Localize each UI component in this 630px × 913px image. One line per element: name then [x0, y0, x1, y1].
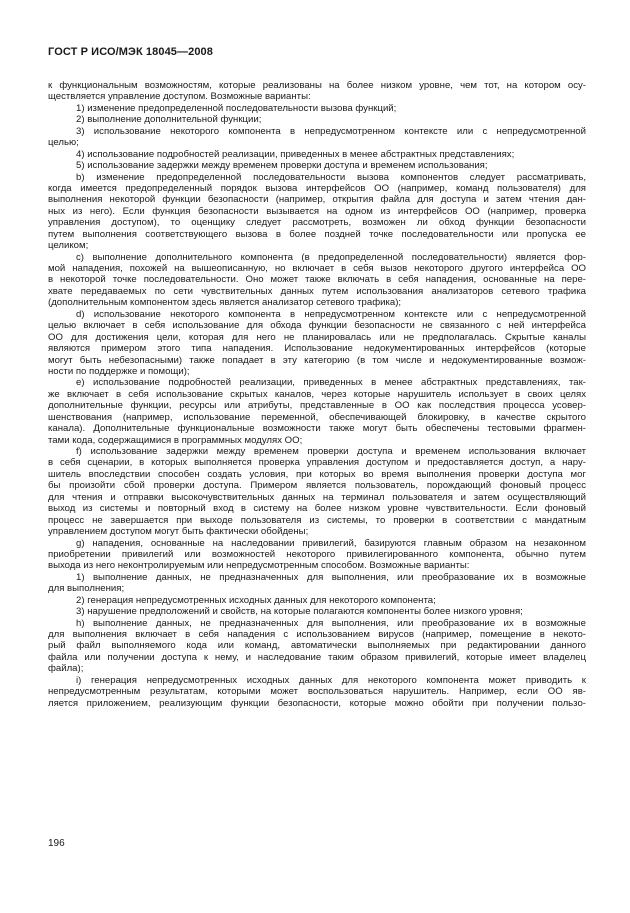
text-line: в себя сценарии, в которых выполняется проверка управления доступом и предоставляется доступ, а нару-	[48, 457, 586, 469]
text-line: дополнительные функции, ресурсы или атрибуты, представленные в ОО как последствия процесса усовер-	[48, 400, 586, 412]
text-line: приобретении привилегий или возможностей некоторого привилегированного компонента, обычно путем	[48, 548, 586, 560]
text-line: выполнения некоторой функции безопасности (например, открытия файла для доступа и затем чтения дан-	[48, 194, 586, 206]
text-line: целью;	[48, 137, 79, 149]
text-line: 4) использование подробностей реализации, приведенных в менее абстрактных представлениях;	[76, 148, 515, 160]
text-line: ности по поддержке и помощи);	[48, 365, 190, 377]
text-line: управлением доступом могут быть фактически обойдены;	[48, 526, 309, 538]
text-line: целью включает в себя использование для обхода функции безопасности не связанного с ней интерфейса	[48, 320, 586, 332]
text-line: для чтения и отправки высокочувствительных данных на терминал пользователя и затем осуществляющий	[48, 491, 586, 503]
text-line: 5) использование задержки между временем проверки доступа и временем использования;	[76, 160, 488, 172]
document-body	[48, 80, 586, 709]
text-line: рый файл выполняемого кода или команд, автоматически выполняемых при редактировании данного	[48, 640, 586, 652]
text-line: файла или получении доступа к нему, и наследование таким образом привилегий, которые имеет владелец	[48, 651, 586, 663]
text-line: 2) генерация непредусмотренных исходных данных для некоторого компонента;	[76, 594, 436, 606]
text-line: g) нападения, основанные на наследовании привилегий, базируются главным образом на незаконном	[76, 537, 586, 549]
text-line: тами кода, содержащимися в программных модулях ОО;	[48, 434, 303, 446]
text-line: выход из системы и повторный вход в систему на более низком уровне чувствительности. Если фоновый	[48, 503, 586, 515]
text-line: e) использование подробностей реализации, приведенных в менее абстрактных представлениях, так-	[76, 377, 586, 389]
text-line: файла);	[48, 663, 84, 675]
text-line: ляется приложением, реализующим функции безопасности, которые можно обойти при получении пользо-	[48, 697, 586, 709]
text-line: путем выполнения соответствующего вызова в более поздней точке последовательности или пропуска ее	[48, 228, 586, 240]
text-line: канала). Дополнительные функциональные возможности также могут быть обеспечены тестовыми фрагмен-	[48, 423, 586, 435]
text-line: для выполнения;	[48, 583, 125, 595]
text-line: для выполнения включает в себя нападения с использованием вирусов (например, помещение в некото-	[48, 629, 586, 640]
text-line: 1) изменение предопределенной последовательности вызова функций;	[76, 102, 397, 114]
text-line: f) использование задержки между временем проверки доступа и временем использования включает	[76, 446, 586, 457]
text-line: мой нападения, похожей на вышеописанную, но включает в себя вызов некоторого другого интерфейса ОО	[48, 263, 586, 274]
text-line: к функциональным возможностям, которые реализованы на более низком уровне, чем тот, на котором осу-	[48, 80, 586, 91]
text-line: ществляется управление доступом. Возможные варианты:	[48, 91, 311, 103]
text-line: являются примером этого типа нападения. Использование недокументированных интерфейсов (которые	[48, 343, 586, 355]
text-line: 1) выполнение данных, не предназначенных для выполнения, или преобразование их в возможные	[76, 571, 586, 583]
text-line: ных из него). Если функция безопасности вызывается на одном из интерфейсов ОО (например, проверка	[48, 205, 586, 217]
text-line: ОО для достижения цели, которая для него не планировалась или не предполагалась. Скрытые каналы	[48, 331, 586, 343]
text-line: 2) выполнение дополнительной функции;	[76, 114, 262, 126]
page-number: 196	[48, 838, 65, 849]
text-line: бы произойти сбой проверки доступа. Примером является пользователь, порождающий фоновый процесс	[48, 480, 586, 492]
text-line: i) генерация непредусмотренных исходных данных для некоторого компонента может приводить к	[76, 674, 586, 686]
text-line: шитель впоследствии способен создать условия, при которых во время выполнения проверки доступа мог	[48, 468, 586, 480]
text-line: шенствования (например, использование переменной, обеспечивающей блокировку, в качестве скрытого	[48, 411, 586, 423]
text-line: h) выполнение данных, не предназначенных для выполнения, или преобразование их в возможные	[76, 617, 586, 629]
text-line: целиком;	[48, 240, 89, 252]
text-line: в некоторой точке последовательности. Оно может также включать в себя нападения, основанные на пере-	[48, 274, 586, 286]
text-line: c) выполнение дополнительного компонента (в предопределенной последовательности) является фор-	[76, 251, 586, 263]
text-line: (дополнительным компонентом здесь является анализатор сетевого трафика);	[48, 297, 402, 309]
text-line: когда имеется предопределенный порядок вызова интерфейсов ОО (например, команд пользователя) для	[48, 182, 586, 194]
text-line: 3) использование некоторого компонента в непредусмотренном контексте или с непредусмотренной	[76, 125, 586, 137]
text-line: процесс не завершается при выходе пользователя из системы, то проверки в соответствии с мандатным	[48, 514, 586, 526]
text-line: выхода из него неконтролируемым или непредусмотренным способом. Возможные варианты:	[48, 560, 470, 572]
text-line: b) изменение предопределенной последовательности вызова компонентов следует рассматривать,	[76, 171, 586, 183]
document-header: ГОСТ Р ИСО/МЭК 18045—2008	[48, 46, 213, 58]
text-line: могут быть небезопасными) также попадает в эту категорию (в том числе и недокументированные возмож-	[48, 354, 586, 366]
text-line: управления доступом), то оценщику следует рассмотреть, возможен ли обход функции безопасности	[48, 217, 586, 229]
text-line: 3) нарушение предположений и свойств, на которые полагаются компоненты более низкого уровня;	[76, 606, 523, 618]
text-line: непредусмотренным результатам, которыми может воспользоваться нарушитель. Например, если ОО яв-	[48, 686, 586, 698]
text-line: d) использование некоторого компонента в непредусмотренном контексте или с непредусмотренной	[76, 308, 586, 320]
text-line: хвате передаваемых по сети чувствительных данных путем использования анализаторов сетевого трафика	[48, 285, 586, 297]
text-line: же включает в себя использование скрытых каналов, через которые нарушитель использует в своих целях	[48, 388, 586, 400]
